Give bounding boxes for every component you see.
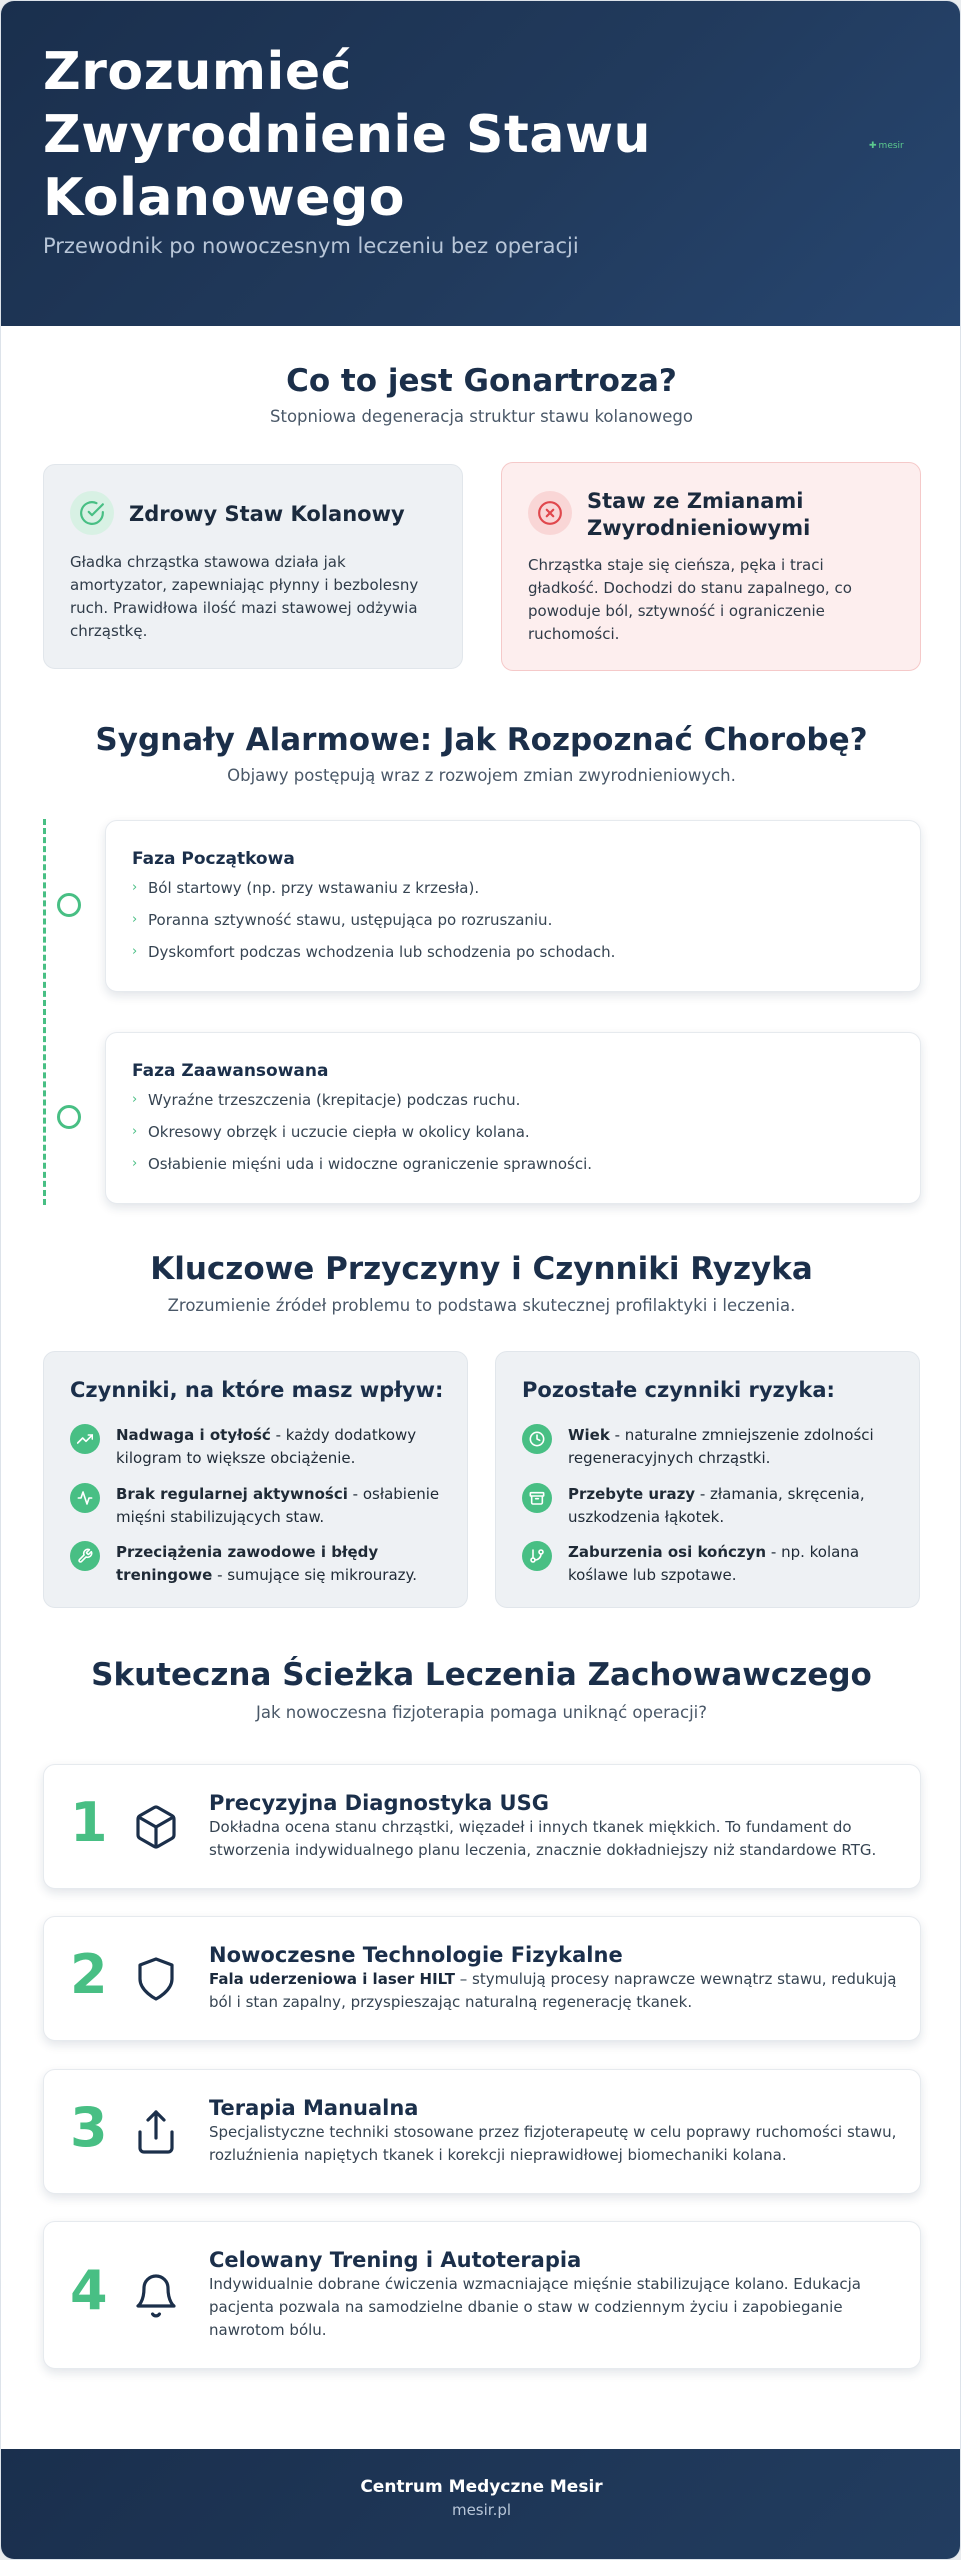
factor-text: [568, 1483, 902, 1529]
list-item: [132, 909, 615, 941]
factor-description: - naturalne zmniejszenie zdolności regeneracyjnych chrząstki.: [568, 1426, 874, 1467]
symptom-text: Wyraźne trzeszczenia (krepitacje) podczas ruchu.: [148, 1091, 521, 1109]
chevron-right-icon: ›: [132, 944, 138, 959]
symptoms-title: Sygnały Alarmowe: Jak Rozpoznać Chorobę?: [95, 722, 868, 758]
step-number: 1: [70, 1791, 108, 1854]
factor-text: [116, 1541, 450, 1587]
x-circle-icon: [528, 491, 572, 535]
timeline-dot: [57, 1105, 81, 1129]
list-item: [132, 941, 615, 973]
chevron-right-icon: ›: [132, 880, 138, 895]
step-title: Terapia Manualna: [209, 2096, 419, 2120]
step-text: Dokładna ocena stanu chrząstki, więzadeł i innych tkanek miękkich. To fundament do stworzenia indywidualnego planu leczenia, znacznie dokładniejszy niż standardowe RTG.: [209, 1818, 877, 1859]
symptom-text: Okresowy obrzęk i uczucie ciepła w okolicy kolana.: [148, 1123, 530, 1141]
phase-card-early: [105, 820, 921, 992]
other-factors-box: [495, 1351, 920, 1608]
healthy-knee-text: Gładka chrząstka stawowa działa jak amortyzator, zapewniając płynny i bezbolesny ruch. Prawidłowa ilość mazi stawowej odżywia chrząstkę.: [70, 553, 419, 640]
degenerated-knee-text: Chrząstka staje się cieńsza, pęka i traci gładkość. Dochodzi do stanu zapalnego, co powoduje ból, sztywność i ograniczenie ruchomości.: [528, 556, 852, 643]
causes-title: Kluczowe Przyczyny i Czynniki Ryzyka: [150, 1251, 813, 1287]
causes-subtitle: Zrozumienie źródeł problemu to podstawa skutecznej profilaktyki i leczenia.: [167, 1296, 796, 1315]
page-subtitle: Przewodnik po nowoczesnym leczeniu bez operacji: [43, 234, 579, 258]
list-item: [70, 1483, 450, 1529]
step-description: [209, 2273, 899, 2342]
brand-logo[interactable]: [869, 141, 904, 151]
timeline-dot: [57, 893, 81, 917]
step-number: 3: [70, 2096, 108, 2159]
factor-name: Przeciążenia zawodowe i błędy treningowe: [116, 1543, 379, 1584]
chevron-right-icon: ›: [132, 1124, 138, 1139]
list-item: [132, 1153, 592, 1185]
list-item: [132, 877, 615, 909]
factor-name: Przebyte urazy: [568, 1485, 696, 1503]
step-text: Indywidualnie dobrane ćwiczenia wzmacniające mięśnie stabilizujące kolano. Edukacja pacjenta pozwala na samodzielne dbanie o staw w codziennym życiu i zapobieganie nawrotom bólu.: [209, 2275, 861, 2339]
step-title: Celowany Trening i Autoterapia: [209, 2248, 582, 2272]
footer-company-name: Centrum Medyczne Mesir: [360, 2477, 603, 2497]
shield-icon: [132, 1955, 180, 2003]
factor-description: - złamania, skręcenia, uszkodzenia łąkotek.: [568, 1485, 865, 1526]
logo-text: mesir: [878, 141, 904, 151]
list-item: [522, 1483, 902, 1529]
list-item: [132, 1121, 592, 1153]
clock-icon: [522, 1424, 552, 1454]
treatment-step-4: [43, 2221, 921, 2369]
step-description: [209, 2121, 899, 2167]
page-title: Zrozumieć Zwyrodnienie Stawu Kolanowego: [43, 42, 652, 228]
controllable-factors-title: Czynniki, na które masz wpływ:: [70, 1378, 444, 1402]
archive-icon: [522, 1483, 552, 1513]
factor-text: [116, 1424, 450, 1470]
footer: [1, 2449, 961, 2560]
degenerated-knee-card: [501, 462, 921, 671]
factor-name: Wiek: [568, 1426, 610, 1444]
symptom-text: Ból startowy (np. przy wstawaniu z krzesła).: [148, 879, 480, 897]
factor-name: Brak regularnej aktywności: [116, 1485, 348, 1503]
list-item: [70, 1424, 450, 1470]
factor-description: - np. kolana koślawe lub szpotawe.: [568, 1543, 860, 1584]
treatment-subtitle: Jak nowoczesna fizjoterapia pomaga uniknąć operacji?: [255, 1703, 707, 1722]
treatment-step-1: [43, 1764, 921, 1889]
factor-description: - osłabienie mięśni stabilizujących staw.: [116, 1485, 440, 1526]
treatment-step-3: [43, 2069, 921, 2194]
bell-icon: [132, 2272, 180, 2320]
share-icon: [132, 2108, 180, 2156]
git-branch-icon: [522, 1541, 552, 1571]
timeline-line: [43, 819, 46, 1205]
step-text: Specjalistyczne techniki stosowane przez fizjoterapeutę w celu poprawy ruchomości stawu, rozluźnienia napiętych tkanek i korekcji nieprawidłowej biomechaniki kolana.: [209, 2123, 897, 2164]
check-circle-icon: [70, 491, 114, 535]
chevron-right-icon: ›: [132, 912, 138, 927]
phase-symptom-list: [132, 877, 615, 973]
step-highlight: Fala uderzeniowa i laser HILT: [209, 1970, 455, 1988]
hero-header: [1, 1, 961, 326]
step-number: 2: [70, 1943, 108, 2006]
chevron-right-icon: ›: [132, 1156, 138, 1171]
factor-description: - sumujące się mikrourazy.: [212, 1566, 418, 1584]
phase-title: Faza Początkowa: [132, 849, 295, 869]
symptoms-subtitle: Objawy postępują wraz z rozwojem zmian zwyrodnieniowych.: [227, 766, 736, 785]
treatment-title: Skuteczna Ścieżka Leczenia Zachowawczego: [91, 1657, 872, 1693]
step-description: [209, 1816, 899, 1862]
step-number: 4: [70, 2259, 108, 2322]
phase-card-advanced: [105, 1032, 921, 1204]
footer-website-link[interactable]: mesir.pl: [451, 2501, 512, 2519]
trending-up-icon: [70, 1424, 100, 1454]
treatment-step-2: [43, 1916, 921, 2041]
factor-description: - każdy dodatkowy kilogram to większe obciążenie.: [116, 1426, 417, 1467]
factor-text: [568, 1541, 902, 1587]
symptom-text: Dyskomfort podczas wchodzenia lub schodzenia po schodach.: [148, 943, 616, 961]
phase-symptom-list: [132, 1089, 592, 1185]
other-factors-title: Pozostałe czynniki ryzyka:: [522, 1378, 835, 1402]
chevron-right-icon: ›: [132, 1092, 138, 1107]
step-title: Nowoczesne Technologie Fizykalne: [209, 1943, 623, 1967]
activity-icon: [70, 1483, 100, 1513]
about-title: Co to jest Gonartroza?: [286, 363, 677, 399]
symptom-text: Osłabienie mięśni uda i widoczne ograniczenie sprawności.: [148, 1155, 593, 1173]
list-item: [522, 1541, 902, 1587]
about-subtitle: Stopniowa degeneracja struktur stawu kolanowego: [270, 407, 693, 426]
phase-title: Faza Zaawansowana: [132, 1061, 329, 1081]
step-title: Precyzyjna Diagnostyka USG: [209, 1791, 549, 1815]
list-item: [70, 1541, 450, 1587]
healthy-knee-card: [43, 464, 463, 669]
wrench-icon: [70, 1541, 100, 1571]
factor-text: [116, 1483, 450, 1529]
list-item: [522, 1424, 902, 1470]
healthy-knee-title: Zdrowy Staw Kolanowy: [129, 502, 405, 526]
factor-name: Nadwaga i otyłość: [116, 1426, 271, 1444]
degenerated-knee-title: Staw ze Zmianami Zwyrodnieniowymi: [587, 489, 811, 540]
controllable-factors-box: [43, 1351, 468, 1608]
factor-name: Zaburzenia osi kończyn: [568, 1543, 767, 1561]
step-description: [209, 1968, 899, 2014]
symptom-text: Poranna sztywność stawu, ustępująca po rozruszaniu.: [148, 911, 553, 929]
step-text: – stymulują procesy naprawcze wewnątrz stawu, redukują ból i stan zapalny, przyspieszając naturalną regenerację tkanek.: [209, 1970, 897, 2011]
logo-cross-icon: ✚: [869, 141, 877, 151]
list-item: [132, 1089, 592, 1121]
factor-text: [568, 1424, 902, 1470]
box-icon: [132, 1803, 180, 1851]
